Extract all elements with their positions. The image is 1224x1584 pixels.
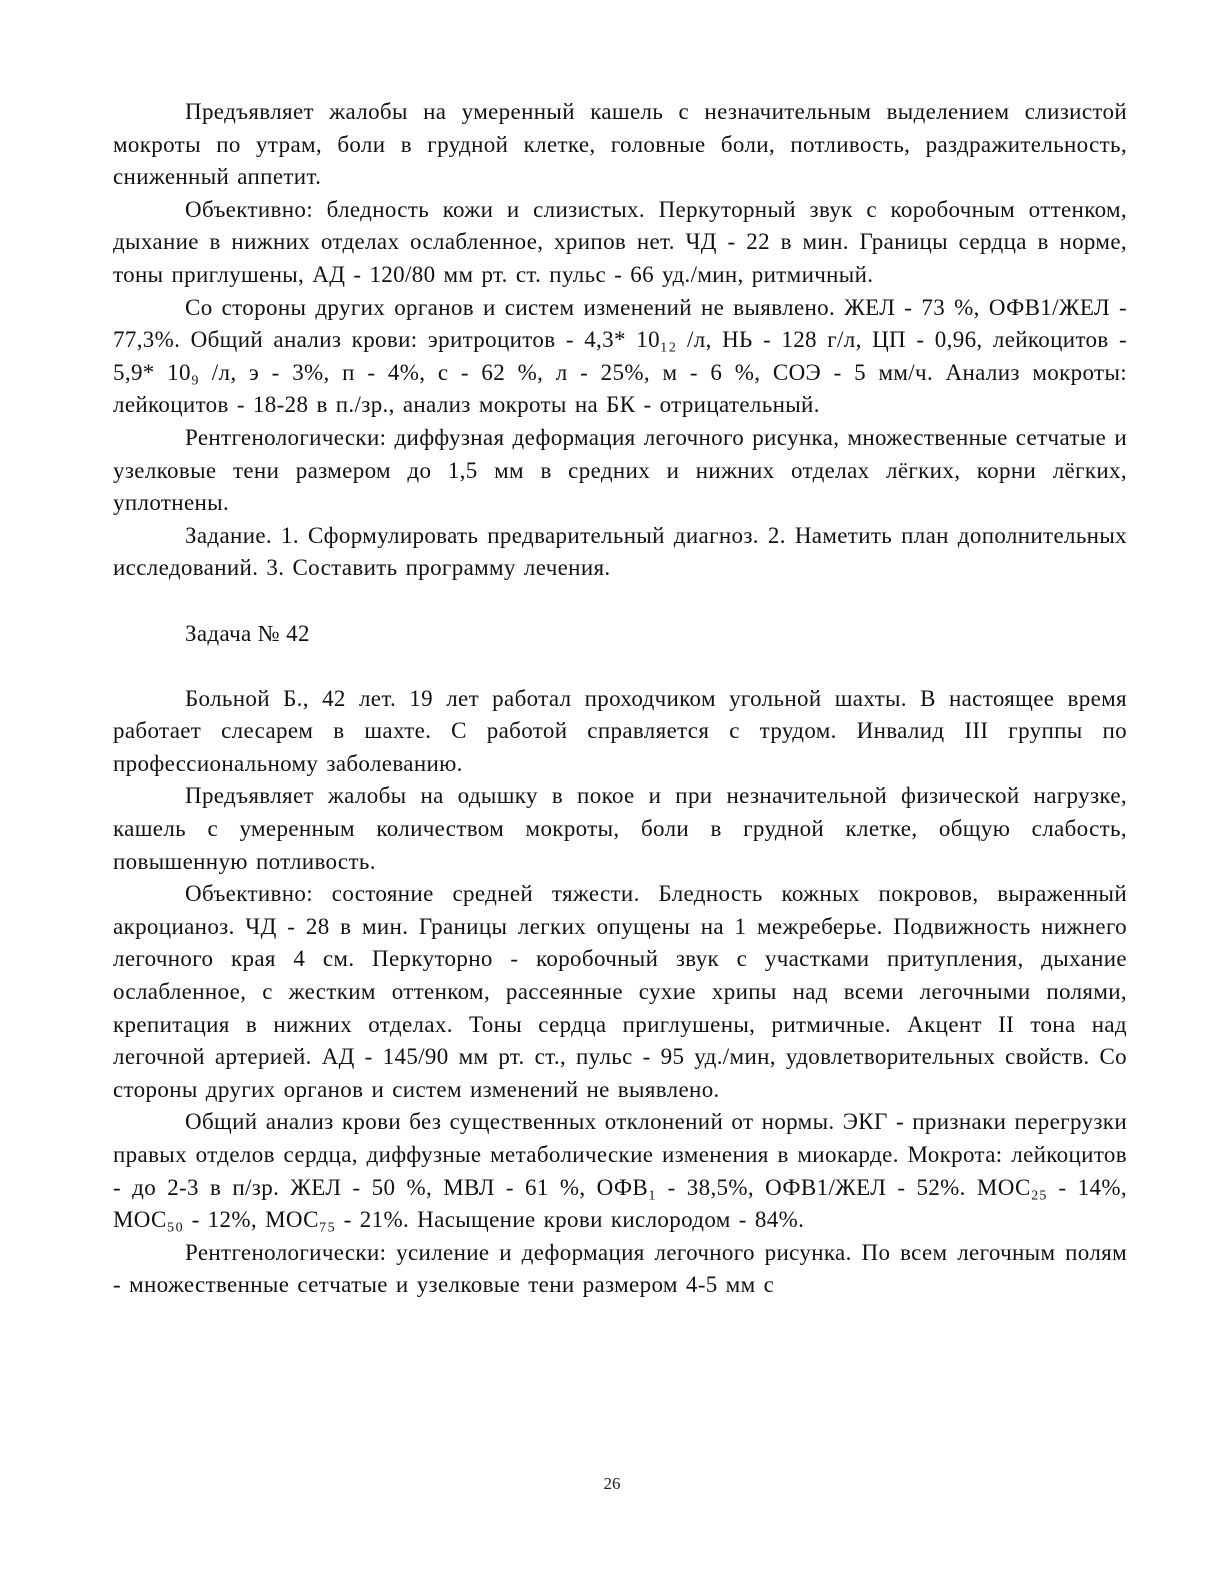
xray-paragraph: Рентгенологически: усиление и деформация легочного рисунка. По всем легочным полям - множественные сетчатые и узелковые тени размером 4-5 мм с bbox=[113, 1239, 1127, 1298]
xray-paragraph: Рентгенологически: диффузная деформация легочного рисунка, множественные сетчатые и узелковые тени размером до 1,5 мм в средних и нижних отделах лёгких, корни лёгких, уплотнены. bbox=[113, 424, 1127, 516]
complaints-paragraph: Предъявляет жалобы на одышку в покое и при незначительной физической нагрузке, кашель с умеренным количеством мокроты, боли в грудной клетке, общую слабость, повышенную потливость. bbox=[113, 783, 1127, 874]
objective-findings-paragraph: Объективно: бледность кожи и слизистых. Перкуторный звук с коробочным оттенком, дыхание в нижних отделах ослабленное, хрипов нет. ЧД - 22 в мин. Границы сердца в норме, тоны приглушены, АД - 120/80 мм рт. ст. пульс - 66 уд./мин, ритмичный. bbox=[113, 196, 1127, 287]
lab-results-paragraph: Общий анализ крови без существенных отклонений от нормы. ЭКГ - признаки перегрузки правых отделов сердца, диффузные метаболические изменения в миокарде. Мокрота: лейкоцитов - до 2-3 в п/зр. ЖЕЛ - 50 %, МВЛ - 61 %, ОФВ₁ - 38,5%, ОФВ1/ЖЕЛ - 52%. МОС₂₅ - 14%, МОС₅₀ - 12%, МОС₇₅ - 21%. Насыщение крови кислородом - 84%. bbox=[113, 1109, 1127, 1233]
lab-results-paragraph: Со стороны других органов и систем изменений не выявлено. ЖЕЛ - 73 %, ОФВ1/ЖЕЛ - 77,3%. Общий анализ крови: эритроцитов - 4,3* 10₁₂ /л, НЬ - 128 г/л, ЦП - 0,96, лейкоцитов - 5,9* 10₉ /л, э - 3%, п - 4%, с - 62 %, л - 25%, м - 6 %, СОЭ - 5 мм/ч. Анализ мокроты: лейкоцитов - 18-28 в п./зр., анализ мокроты на БК - отрицательный. bbox=[113, 294, 1127, 418]
document-body bbox=[113, 96, 1127, 1302]
complaints-paragraph: Предъявляет жалобы на умеренный кашель с незначительным выделением слизистой мокроты по утрам, боли в грудной клетке, головные боли, потливость, раздражительность, сниженный аппетит. bbox=[113, 99, 1127, 190]
task-heading: Задача № 42 bbox=[185, 620, 310, 646]
objective-findings-paragraph: Объективно: состояние средней тяжести. Бледность кожных покровов, выраженный акроцианоз. ЧД - 28 в мин. Границы легких опущены на 1 межреберье. Подвижность нижнего легочного края 4 см. Перкуторно - коробочный звук с участками притупления, дыхание ослабленное, с жестким оттенком, рассеянные сухие хрипы над всеми легочными полями, крепитация в нижних отделах. Тоны сердца приглушены, ритмичные. Акцент II тона над легочной артерией. АД - 145/90 мм рт. ст., пульс - 95 уд./мин, удовлетворительных свойств. Со стороны других органов и систем изменений не выявлено. bbox=[113, 881, 1127, 1102]
patient-history-paragraph: Больной Б., 42 лет. 19 лет работал проходчиком угольной шахты. В настоящее время работает слесарем в шахте. С работой справляется с трудом. Инвалид III группы по профессиональному заболеванию. bbox=[113, 685, 1127, 776]
spacer bbox=[113, 585, 1127, 618]
spacer bbox=[113, 650, 1127, 683]
page-number: 26 bbox=[603, 1474, 621, 1493]
assignment-paragraph: Задание. 1. Сформулировать предварительный диагноз. 2. Наметить план дополнительных исследований. 3. Составить программу лечения. bbox=[113, 522, 1127, 581]
